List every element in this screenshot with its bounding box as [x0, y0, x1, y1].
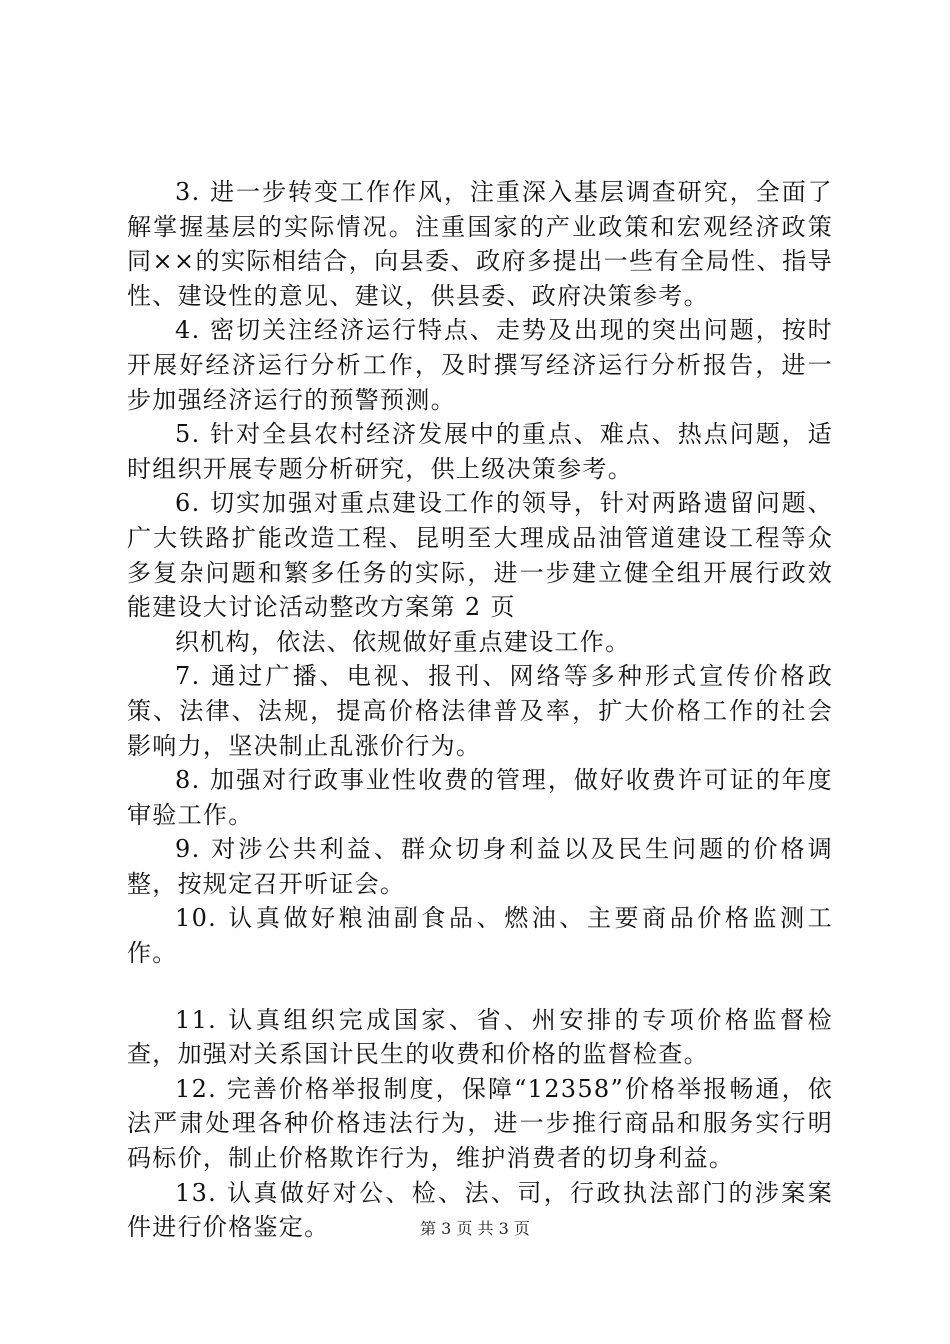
paragraph-7: 7. 通过广播、电视、报刊、网络等多种形式宣传价格政策、法律、法规，提高价格法律普及率，扩大价格工作的社会影响力，坚决制止乱涨价行为。 [127, 662, 833, 760]
paragraph-9: 9. 对涉公共利益、群众切身利益以及民生问题的价格调整，按规定召开听证会。 [127, 835, 833, 898]
paragraph-8: 8. 加强对行政事业性收费的管理，做好收费许可证的年度审验工作。 [127, 766, 833, 829]
paragraph-5: 5. 针对全县农村经济发展中的重点、难点、热点问题，适时组织开展专题分析研究，供上级决策参考。 [127, 420, 833, 483]
page-footer: 第 3 页 共 3 页 [420, 1219, 530, 1238]
paragraph-6: 6. 切实加强对重点建设工作的领导，针对两路遗留问题、广大铁路扩能改造工程、昆明至大理成品油管道建设工程等众多复杂问题和繁多任务的实际，进一步建立健全组开展行政效能建设大讨论活动整改方案第 2 页 [127, 489, 833, 622]
paragraph-4: 4. 密切关注经济运行特点、走势及出现的突出问题，按时开展好经济运行分析工作，及时撰写经济运行分析报告，进一步加强经济运行的预警预测。 [127, 316, 833, 414]
paragraph-10: 10. 认真做好粮油副食品、燃油、主要商品价格监测工作。 [127, 904, 833, 968]
paragraph-12: 12. 完善价格举报制度，保障“12358”价格举报畅通，依法严肃处理各种价格违法行为，进一步推行商品和服务实行明码标价，制止价格欺诈行为，维护消费者的切身利益。 [127, 1074, 833, 1173]
paragraph-spacer [127, 971, 833, 1003]
document-body [127, 175, 833, 1245]
paragraph-3: 3. 进一步转变工作作风，注重深入基层调查研究，全面了解掌握基层的实际情况。注重国家的产业政策和宏观经济政策同××的实际相结合，向县委、政府多提出一些有全局性、指导性、建设性的意见、建议，供县委、政府决策参考。 [127, 178, 833, 310]
paragraph-11: 11. 认真组织完成国家、省、州安排的专项价格监督检查，加强对关系国计民生的收费和价格的监督检查。 [127, 1005, 833, 1069]
paragraph-13: 13. 认真做好对公、检、法、司，行政执法部门的涉案案件进行价格鉴定。 [127, 1178, 833, 1242]
paragraph-6-continued: 织机构，依法、依规做好重点建设工作。 [175, 627, 631, 656]
